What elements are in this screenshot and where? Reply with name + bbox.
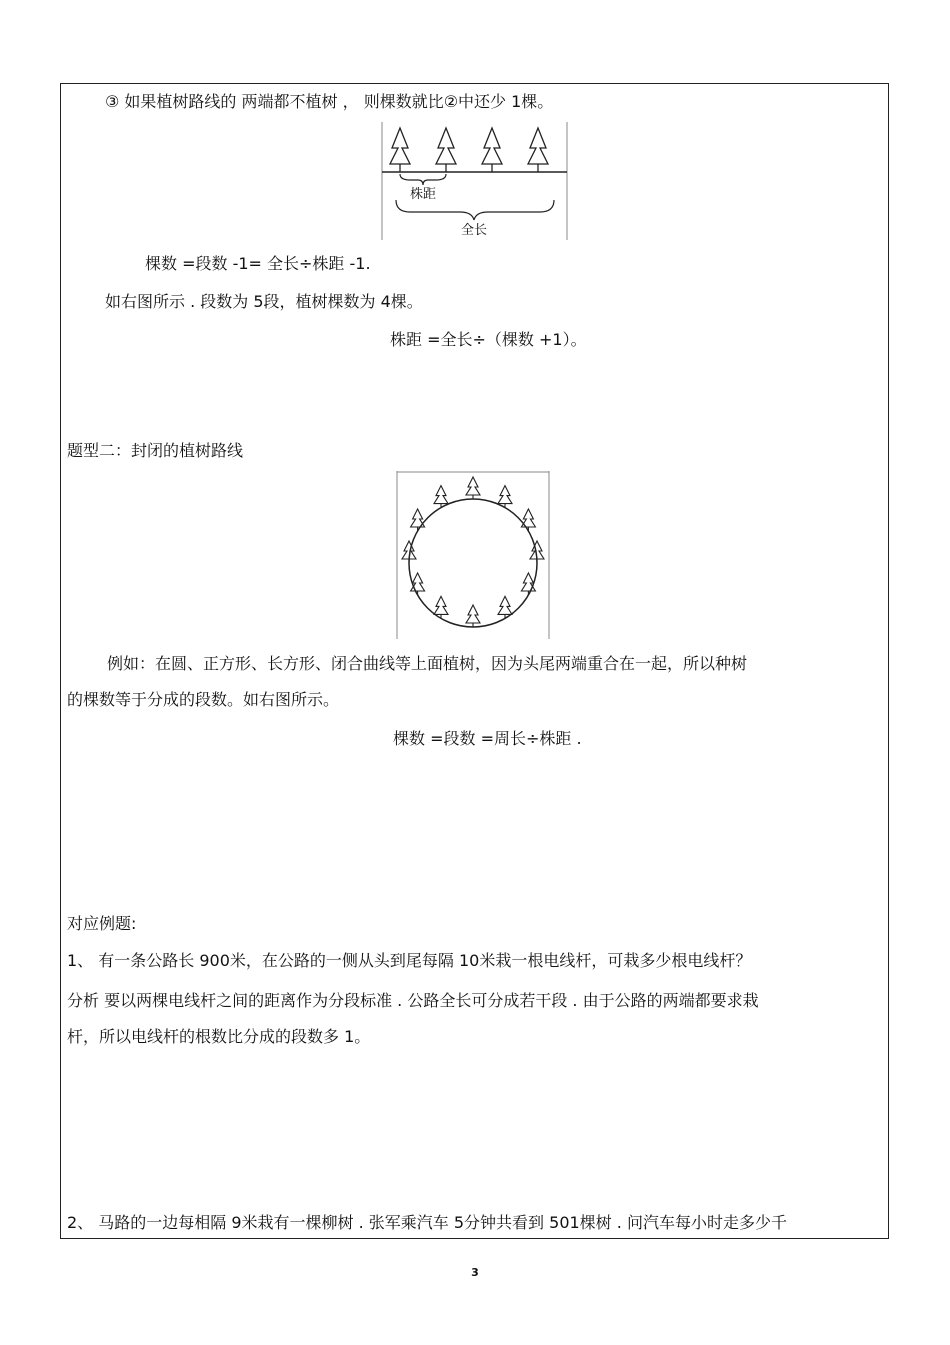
tree-icon bbox=[466, 605, 480, 627]
formula-2: 株距 =全长÷（棵数 +1）。 bbox=[390, 330, 587, 349]
formula-3: 棵数 =段数 =周长÷株距 . bbox=[393, 729, 582, 748]
tree-icon bbox=[521, 509, 535, 531]
analysis-line-1: 分析 要以两棵电线杆之间的距离作为分段标准 . 公路全长可分成若干段 . 由于公路的两端都要求栽 bbox=[67, 991, 759, 1010]
section-heading-closed-route: 题型二：封闭的植树路线 bbox=[67, 441, 244, 460]
tree-icon bbox=[411, 509, 425, 531]
examples-heading: 对应例题: bbox=[67, 914, 137, 933]
question-1: 1、 有一条公路长 900米，在公路的一侧从头到尾每隔 10米栽一根电线杆，可栽多少根电线杆？ bbox=[67, 951, 752, 970]
example-text-line-2: 的棵数等于分成的段数。如右图所示。 bbox=[67, 690, 340, 709]
tree-icon bbox=[528, 128, 548, 172]
question-2: 2、 马路的一边每相隔 9米栽有一棵柳树 . 张军乘汽车 5分钟共看到 501棵树 . 问汽车每小时走多少千 bbox=[67, 1213, 787, 1232]
analysis-line-2: 杆，所以电线杆的根数比分成的段数多 1。 bbox=[67, 1027, 371, 1046]
tree-icon bbox=[390, 128, 410, 172]
example-text-line-1: 例如：在圆、正方形、长方形、闭合曲线等上面植树，因为头尾两端重合在一起，所以种树 bbox=[107, 654, 748, 673]
tree-icon bbox=[436, 128, 456, 172]
tree-icon bbox=[466, 477, 480, 499]
tree-icon bbox=[482, 128, 502, 172]
tree-icon bbox=[530, 541, 544, 563]
total-length-label: 全长 bbox=[460, 223, 488, 238]
tree-icon bbox=[402, 541, 416, 563]
closed-route-figure bbox=[396, 471, 550, 639]
rule-3-text: ③ 如果植树路线的 两端都不植树 ， 则棵数就比②中还少 1棵。 bbox=[105, 92, 554, 111]
example-description-1: 如右图所示 . 段数为 5段，植树棵数为 4棵。 bbox=[105, 292, 423, 311]
spacing-label: 株距 bbox=[409, 187, 437, 202]
line-planting-figure bbox=[380, 122, 570, 242]
formula-1: 棵数 =段数 -1= 全长÷株距 -1. bbox=[145, 254, 371, 273]
page-number: 3 bbox=[471, 1266, 479, 1279]
